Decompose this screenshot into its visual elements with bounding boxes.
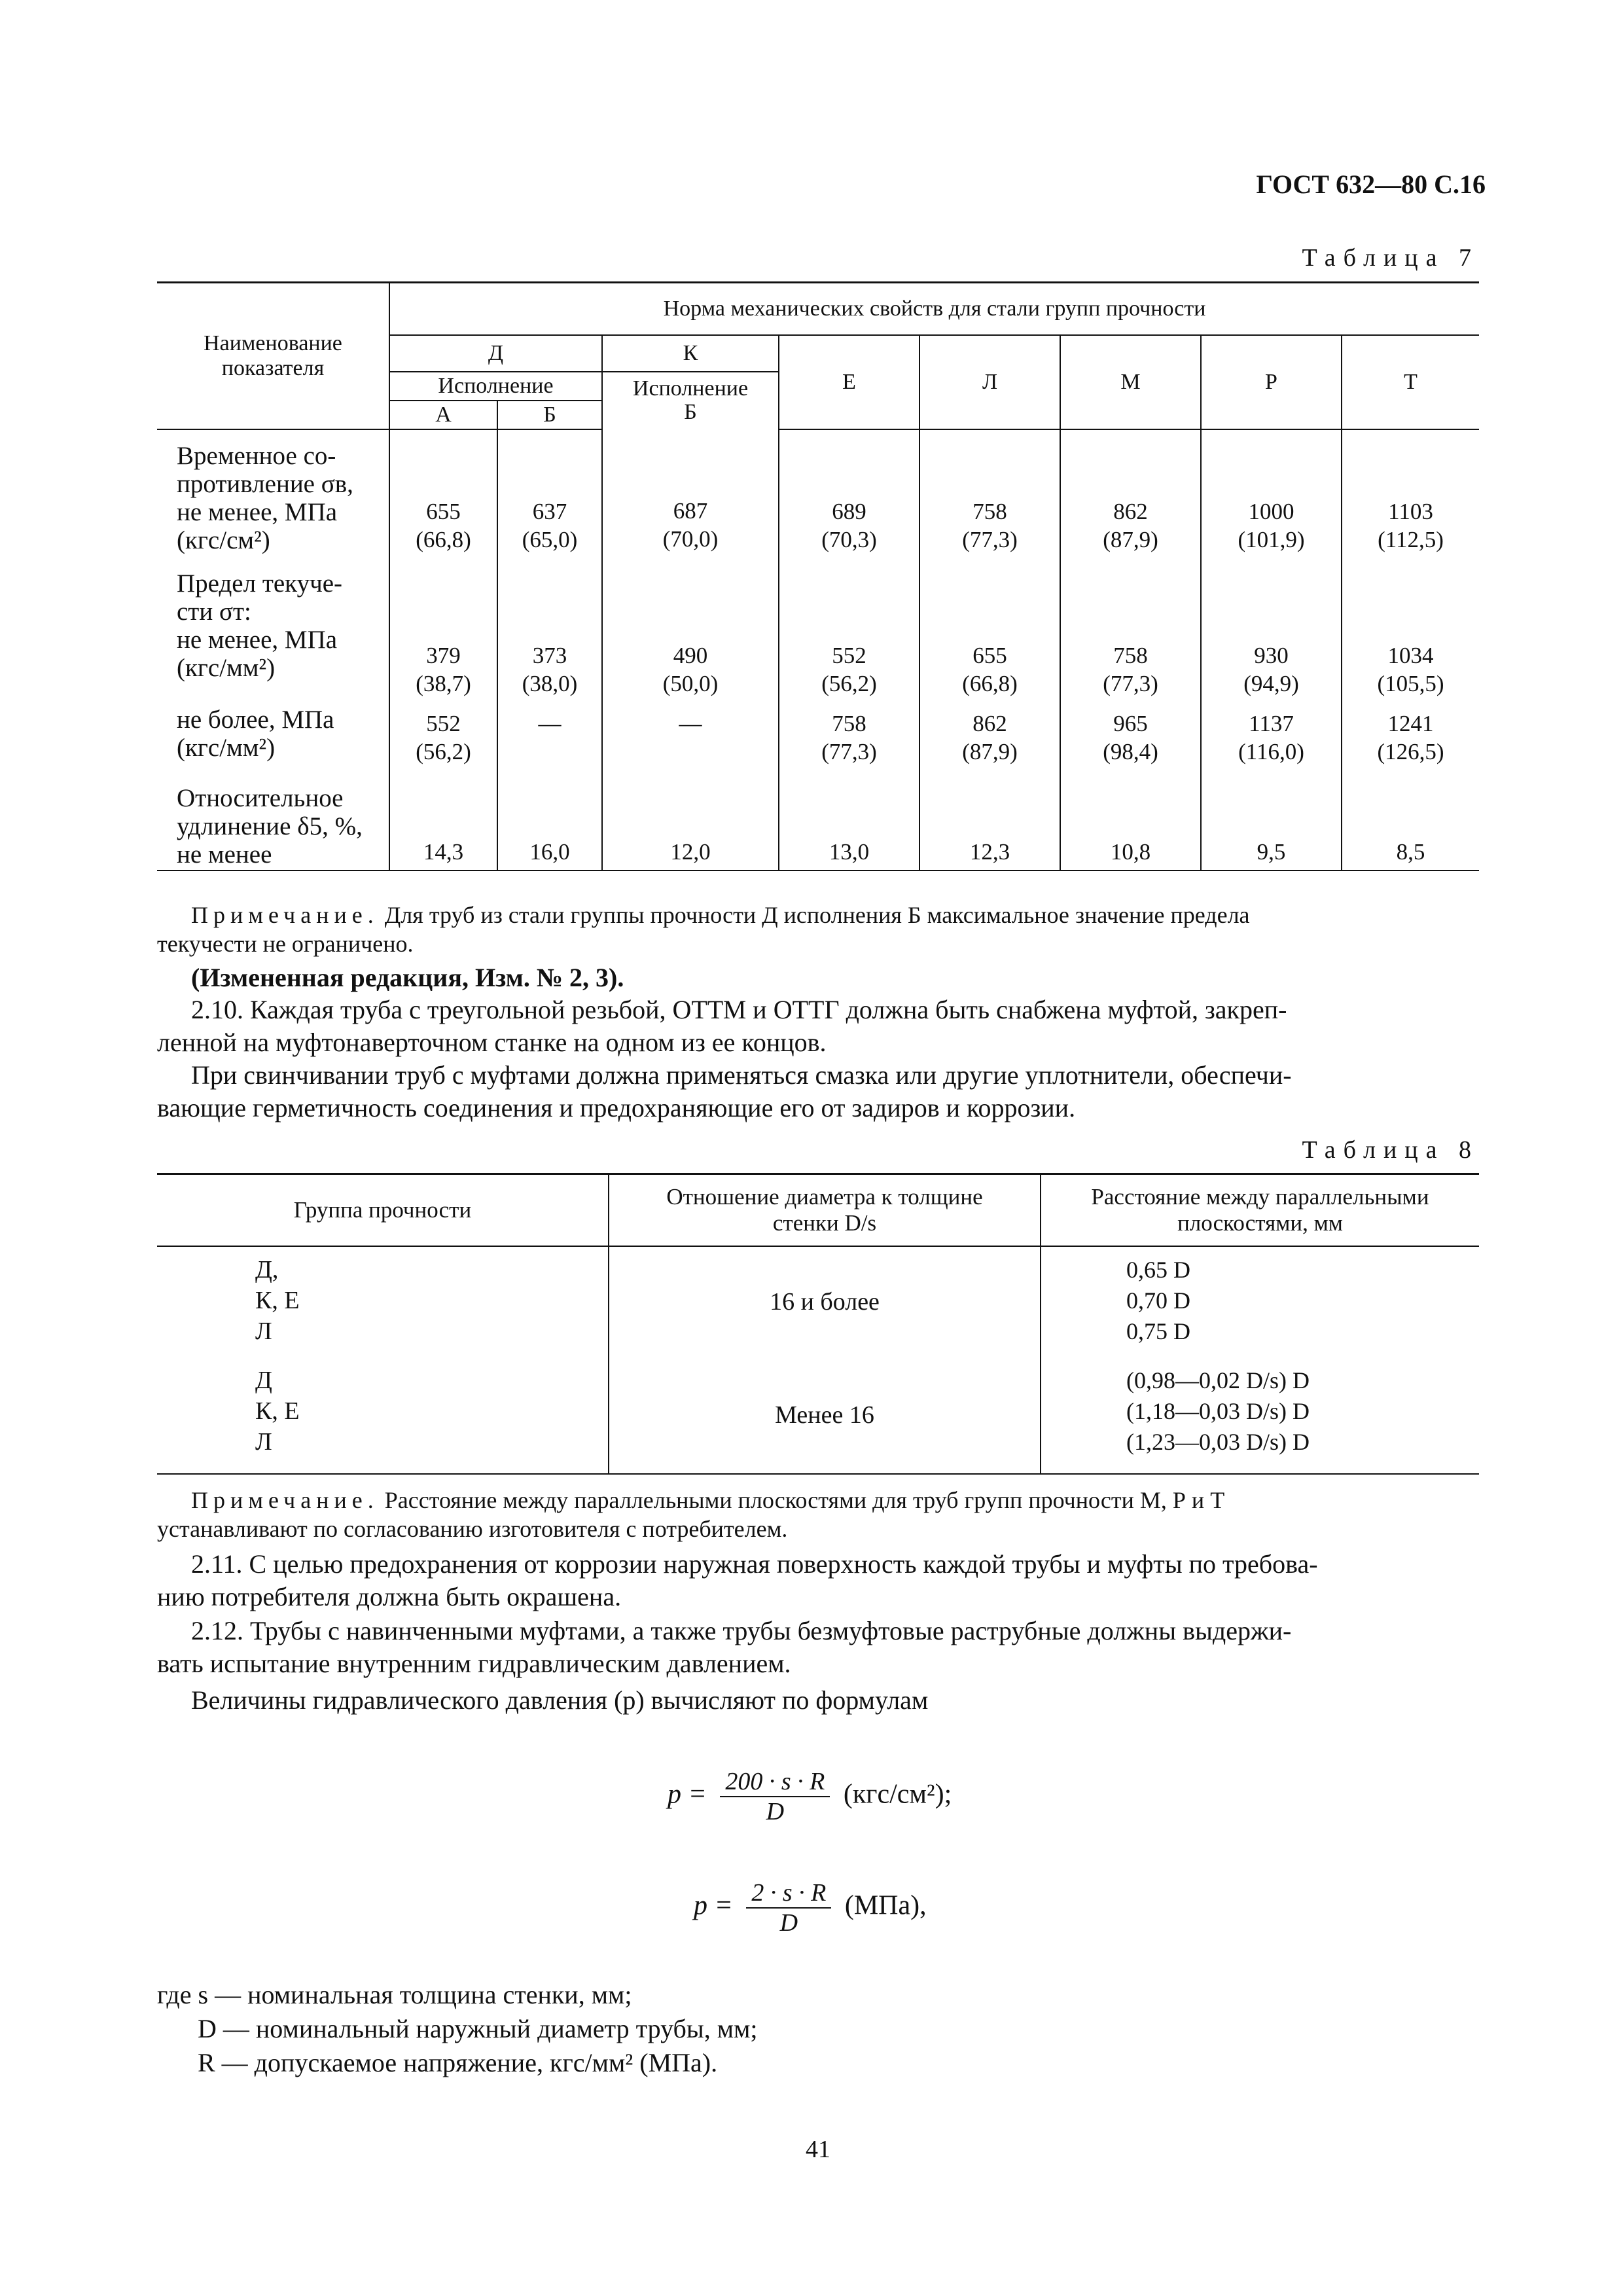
table-cell: 655 (66,8) (389, 429, 497, 568)
edition-note: (Измененная редакция, Изм. № 2, 3). (191, 963, 624, 992)
table-8 (157, 1173, 1479, 1475)
group-e: Е (779, 335, 919, 429)
row-label-yield-min: Предел текуче- сти σт: не менее, МПа (кгс/мм²) (177, 569, 342, 682)
table-cell: 379 (38,7) (389, 568, 497, 699)
table-cell: 12,0 (602, 779, 779, 870)
formula-kgs: p = $\frac{200 \cdot s \cdot R}{D}$ (кгс/см²); (668, 1768, 952, 1825)
table-cell: 655 (66,8) (919, 568, 1060, 699)
table-cell: 1137 (116,0) (1201, 699, 1342, 779)
table-cell: — (602, 699, 779, 779)
paragraph-2-12: 2.12. Трубы с навинченными муфтами, а также трубы безмуфтовые раструбные должны выдержи- вать испытание внутренним гидравлическим давлением. Величины гидравлического давления (p) вычисляют по формулам (157, 1616, 1292, 1715)
table-cell: 490 (50,0) (602, 568, 779, 699)
sub-a: А (389, 401, 497, 429)
table-cell: 965 (98,4) (1060, 699, 1201, 779)
table-cell: 758 (77,3) (779, 699, 919, 779)
paragraph-2-10: 2.10. Каждая труба с треугольной резьбой, ОТТМ и ОТТГ должна быть снабжена муфтой, закреп- ленной на муфтонаверточном станке на одном из ее концов. При свинчивании труб с муфтами должна применяться смазка или другие уплотнители, обеспечи- вающие герметичность соединения и предохраняющие его от задиров и коррозии. (157, 995, 1292, 1122)
table-cell: 1241 (126,5) (1342, 699, 1479, 779)
row-label-yield-max: не более, МПа (кгс/мм²) (177, 705, 334, 762)
ispolnenie-k: Исполнение Б (602, 372, 779, 429)
table-cell: 16,0 (497, 779, 602, 870)
table-cell: 552 (56,2) (389, 699, 497, 779)
table8-caption: Таблица 8 (1302, 1136, 1479, 1164)
page-header: ГОСТ 632—80 С.16 (1256, 170, 1486, 199)
group-k: К (602, 335, 779, 372)
group-l: Л (919, 335, 1060, 429)
row-label-tensile: Временное со- противление σв, не менее, МПа (кгс/см²) (177, 441, 353, 554)
t8-header-ratio: Отношение диаметра к толщине стенки D/s (609, 1174, 1041, 1246)
group-r: Р (1201, 335, 1342, 429)
paragraph-2-11: 2.11. С целью предохранения от коррозии наружная поверхность каждой трубы и муфты по требова- нию потребителя должна быть окрашена. (157, 1549, 1318, 1611)
table-cell: 1103 (112,5) (1342, 429, 1479, 568)
t8-header-distance: Расстояние между параллельными плоскостями, мм (1041, 1174, 1479, 1246)
table-cell: 12,3 (919, 779, 1060, 870)
table-cell: 9,5 (1201, 779, 1342, 870)
group-d: Д (389, 335, 602, 372)
table-cell: 14,3 (389, 779, 497, 870)
t8-ratio-1: 16 и более (609, 1246, 1041, 1357)
page-number: 41 (806, 2136, 830, 2163)
table-cell: 689 (70,3) (779, 429, 919, 568)
group-t: Т (1342, 335, 1479, 429)
t8-ratio-2: Менее 16 (609, 1357, 1041, 1474)
formula-mpa: p = $\frac{2 \cdot s \cdot R}{D}$ (МПа), (694, 1879, 927, 1937)
table-7 (157, 281, 1479, 871)
t8-groups-2: Д К, Е Л (157, 1357, 609, 1474)
table-cell: 930 (94,9) (1201, 568, 1342, 699)
t8-values-2: (0,98—0,02 D/s) D (1,18—0,03 D/s) D (1,23—0,03 D/s) D (1041, 1357, 1479, 1474)
table-cell: — (497, 699, 602, 779)
col-name-header: Наименование показателя (157, 283, 389, 429)
table-cell: 637 (65,0) (497, 429, 602, 568)
table-cell: 552 (56,2) (779, 568, 919, 699)
t8-header-group: Группа прочности (157, 1174, 609, 1246)
ispolnenie-d: Исполнение (389, 372, 602, 401)
group-m: М (1060, 335, 1201, 429)
table-cell: 1000 (101,9) (1201, 429, 1342, 568)
table-cell: 13,0 (779, 779, 919, 870)
note-2: Примечание. Расстояние между параллельными плоскостями для труб групп прочности М, Р и Т устанавливают по согласованию изготовителя с потребителем. (157, 1487, 1225, 1542)
table-cell: 1034 (105,5) (1342, 568, 1479, 699)
table-cell: 862 (87,9) (919, 699, 1060, 779)
group-header: Норма механических свойств для стали групп прочности (389, 283, 1479, 335)
table-cell: 687 (70,0) (602, 429, 779, 568)
sub-b: Б (497, 401, 602, 429)
table7-caption: Таблица 7 (1302, 244, 1479, 272)
table-cell: 758 (77,3) (1060, 568, 1201, 699)
row-label-elongation: Относительное удлинение δ5, %, не менее (157, 779, 389, 870)
table-cell: 373 (38,0) (497, 568, 602, 699)
table-cell: 10,8 (1060, 779, 1201, 870)
table-cell: 8,5 (1342, 779, 1479, 870)
table-cell: 862 (87,9) (1060, 429, 1201, 568)
t8-groups-1: Д, К, Е Л (255, 1255, 300, 1345)
t8-values-1: 0,65 D 0,70 D 0,75 D (1041, 1246, 1479, 1357)
where-clause: где s — номинальная толщина стенки, мм; D — номинальный наружный диаметр трубы, мм; R — допускаемое напряжение, кгс/мм² (МПа). (157, 1980, 758, 2077)
table-cell: 758 (77,3) (919, 429, 1060, 568)
note-1: Примечание. Для труб из стали группы прочности Д исполнения Б максимальное значение предела текучести не ограничено. (157, 902, 1250, 957)
